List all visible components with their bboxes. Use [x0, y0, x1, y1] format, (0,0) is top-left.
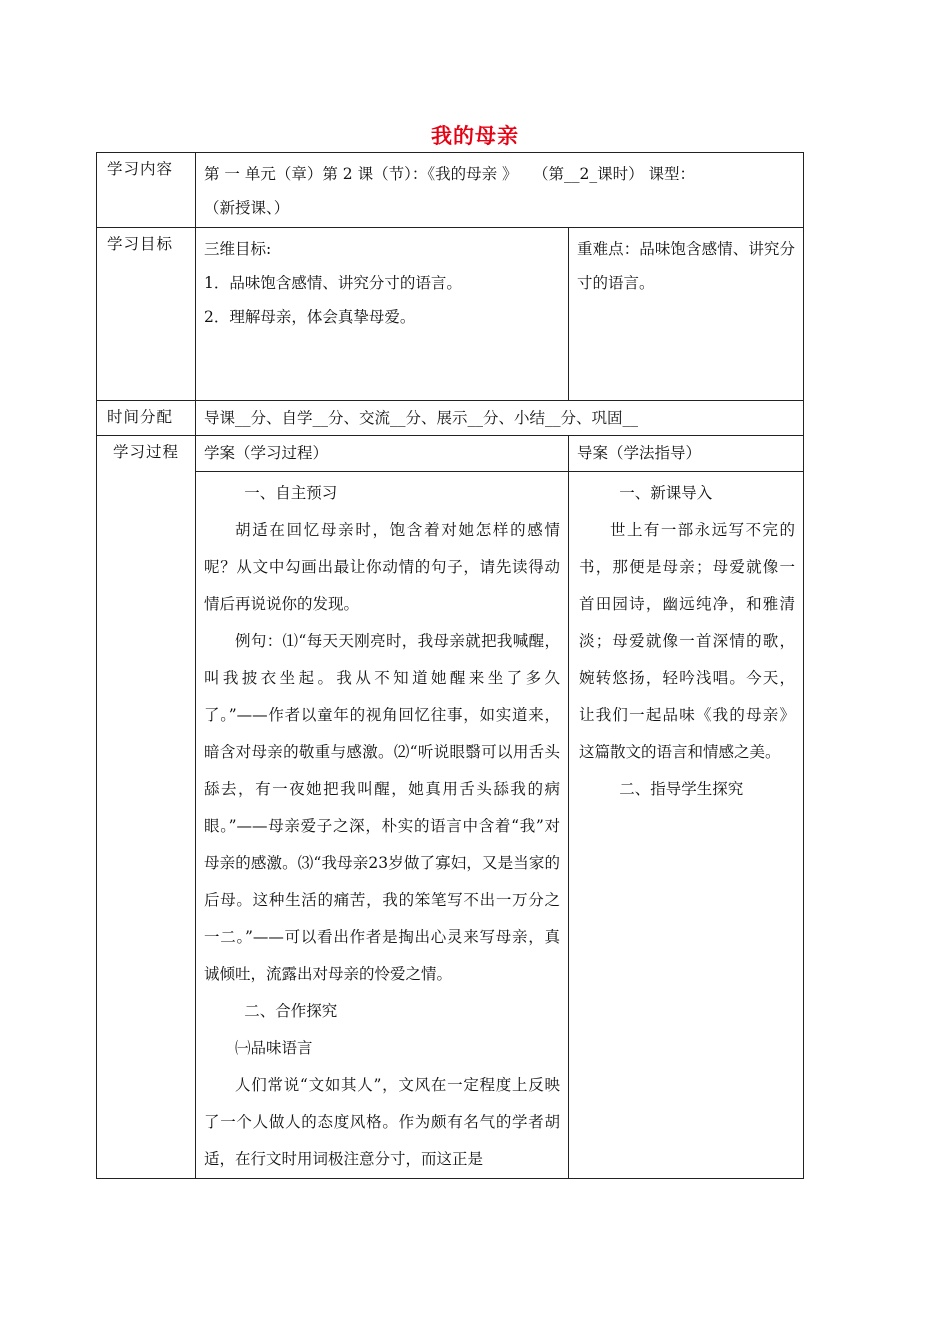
goal-item: 1．品味饱含感情、讲究分寸的语言。	[204, 274, 462, 292]
paragraph: 例句：⑴“每天天刚亮时，我母亲就把我喊醒，叫我披衣坐起。我从不知道她醒来坐了多久了。”——作者以童年的视角回忆往事，如实道来，暗含对母亲的敬重与感激。⑵“听说眼翳可以用舌头舔去，有一夜她把我叫醒，她真用舌头舔我的病眼。”——母亲爱子之深，朴实的语言中含着“我”对母亲的感激。⑶“我母亲23岁做了寡妇，又是当家的后母。这种生活的痛苦，我的笨笔写不出一万分之一二。”——可以看出作者是掏出心灵来写母亲，真诚倾吐，流露出对母亲的怜爱之情。	[204, 632, 560, 983]
time-allocation-cell	[196, 401, 804, 436]
time-allocation-text: 导课__分、自学__分、交流__分、展示__分、小结__分、巩固__	[204, 409, 639, 427]
study-plan-cell	[196, 472, 569, 1179]
goals-cell	[196, 228, 569, 401]
right-column-header: 导案（学法指导）	[569, 436, 804, 472]
row-learning-process-body	[97, 472, 804, 1179]
row-learning-process-header	[97, 436, 804, 472]
key-points-text: 重难点：品味饱含感情、讲究分寸的语言。	[577, 240, 796, 292]
left-column-header: 学案（学习过程）	[196, 436, 569, 472]
lesson-type-line: （新授课、）	[204, 199, 290, 217]
section-heading: 二、合作探究	[244, 1002, 338, 1020]
paragraph: 胡适在回忆母亲时，饱含着对她怎样的感情呢？从文中勾画出最让你动情的句子，请先读得动情后再说说你的发现。	[204, 521, 560, 613]
goal-item: 2．理解母亲，体会真挚母爱。	[204, 308, 416, 326]
course-info-line: 第 一 单元（章）第 2 课（节）：《我的母亲 》 （第__2_课时） 课型：	[204, 165, 696, 183]
teaching-guide-cell	[569, 472, 804, 1179]
section-heading: 一、新课导入	[619, 484, 713, 502]
paragraph: 人们常说“文如其人”，文风在一定程度上反映了一个人做人的态度风格。作为颇有名气的学者胡适，在行文时用词极注意分寸，而这正是	[204, 1076, 560, 1168]
label-learning-content: 学习内容	[97, 153, 196, 228]
label-learning-process: 学习过程	[97, 436, 196, 1179]
row-learning-content	[97, 153, 804, 228]
section-heading: 一、自主预习	[244, 484, 338, 502]
document-title: 我的母亲	[431, 123, 519, 148]
row-time-allocation	[97, 401, 804, 436]
lesson-plan-table	[96, 152, 804, 1179]
section-heading: 二、指导学生探究	[619, 780, 744, 798]
paragraph: 世上有一部永远写不完的书，那便是母亲；母爱就像一首田园诗，幽远纯净，和雅清淡；母爱就像一首深情的歌，婉转悠扬，轻吟浅唱。今天，让我们一起品味《我的母亲》这篇散文的语言和情感之美。	[579, 521, 796, 761]
label-time-allocation: 时间分配	[97, 401, 196, 436]
row-learning-goals	[97, 228, 804, 401]
key-points-cell	[569, 228, 804, 401]
learning-content-cell	[196, 153, 804, 228]
sub-heading: ㈠品味语言	[235, 1039, 313, 1057]
label-learning-goals: 学习目标	[97, 228, 196, 401]
goals-subtitle: 三维目标:	[204, 240, 272, 258]
